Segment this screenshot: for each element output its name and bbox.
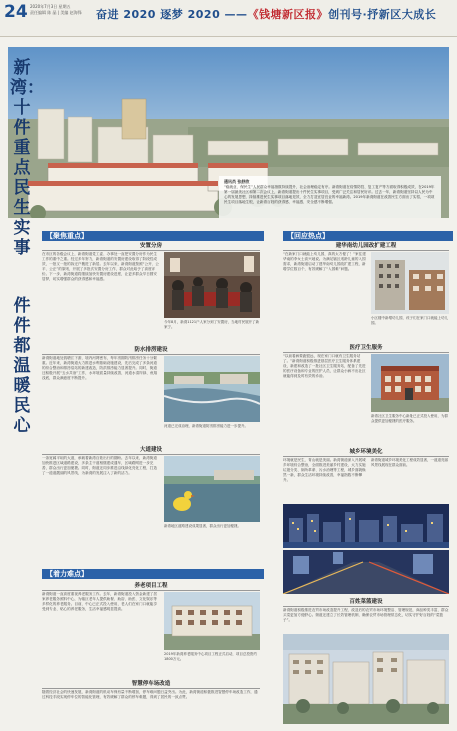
caption-anzhi: 今年8月，新湾1121户人家分到了安置房，当地村民展开了新家宁。	[164, 320, 260, 329]
article-text-shuili: 新湾街道地处钱塘江下游，境内河网密布，每年汛期防汛排涝任务十分繁重。近年来，新湾街道大力推进水利基础设施建设，先后完成了多条河道的综合整治和排涝泵站的新建改造，防洪排涝能力显著提升。同时，街道还积极开展“五水共治”工作，水环境质量持续改善，河道水清岸绿、鱼翔浅底，群众满意度不断提升。	[42, 356, 158, 380]
article-text-yiliao: “以前看病要跑很远，现在家门口就有卫生服务站了。”新湾街道积极推进基层医疗卫生服务体系建设，新建和改造了一批社区卫生服务站，配备了先进的医疗设备和专业的医护人员，让群众小病不出社区就能得到及时有效的诊治。	[283, 354, 366, 378]
article-text-daolu: 一条宽阔平坦的大道，承载着新湾百姓出行的期盼。去年以来，新湾街道加快推进区域道路建设，多条主干道相继建成通车，区域路网进一步完善，群众出行更加便捷。同时，街道还同步推进沿线绿化亮化工程，打造了一道道靓丽的风景线，为新湾的发展注入了新的活力。	[42, 456, 157, 475]
article-title-anzhi: 安置分房	[42, 242, 260, 251]
photo-anzhi	[164, 252, 260, 318]
section-bar-difficulty: 【着力难点】	[42, 569, 264, 579]
hero-intro-text	[219, 176, 441, 218]
header-slogan	[96, 6, 450, 22]
article-title-yanglao: 养老项目工程	[42, 582, 260, 591]
section-bar-focus: 【聚焦重点】	[42, 231, 264, 241]
photo-chengxiang-road	[283, 550, 449, 594]
caption-shuili: 河道已完成治理，新湾街道防汛排涝能力进一步提升。	[164, 424, 248, 428]
photo-shuili	[164, 356, 260, 422]
article-title-daolu: 大道建设	[42, 446, 260, 455]
article-text-baixing: 新湾街道积极推进农贸市场改造提升工程，改造后的农贸市场环境整洁、管理规范，商品种类丰富，群众买菜更加方便舒心。街道还建立了长效管理机制，确保农贸市场管理常态化，切实守护好百姓的“菜篮子”。	[283, 608, 449, 622]
photo-yanglao	[164, 592, 260, 650]
editor-credits: 责任编辑 陈 晶 | 美编 赵海锋	[30, 10, 82, 15]
caption-yanglao: 2019年新湾养老服务中心项目工程正式启动，项目总投资约1800万元。	[164, 652, 257, 661]
article-title-chengxiang: 城乡环境美化	[283, 448, 449, 457]
page-number: 24	[4, 2, 28, 22]
main-title-line2: 件件都温暖民心	[13, 296, 31, 436]
hero-author: 通讯员 张舒欣	[224, 179, 250, 184]
article-text-yanglao: 新湾街道一直高度重视养老服务工作。去年，新湾街道投入资金新建了居家养老服务照料中心，为辖区老年人提供助餐、助浴、助医、文化娱乐等多样化的养老服务。目前，中心已正式投入使用，老人们在家门口就能享受到专业、贴心的养老服务，生活幸福感明显提高。	[42, 592, 157, 611]
slogan-left: 奋进 2020 逐梦 2020 ——	[96, 8, 248, 21]
article-text-anzhi: 在市区的各级会议上，新湾街道党工委、办事处一直把安置分房作为民生工作的重中之重。经过多年努力，新湾街道的安置房建设取得了阶段性成效，一批又一批的拆迁户搬进了新居。去年以来，新湾街道按照“公开、公平、公正”的原则，开展了多批次安置分房工作，群众对此给予了高度评价。下一步，新湾街道将继续加快安置房建设进度，让更多群众早日圆安居梦，切实增强群众的获得感和幸福感。	[42, 252, 159, 281]
caption-yiliao: 新湾社区卫生服务中心新址已正式投入使用，为群众提供更加便捷的医疗服务。	[371, 414, 448, 423]
article-text-zhihui: 随着经济社会的快速发展，新湾街道的机动车保有量不断增加，停车难问题日益突出。为此，新湾街道积极推进智慧停车场改造工作，通过科技手段实现停车位的智能化管理，有效缓解了群众的停车难题，得到了居民的一致点赞。	[42, 690, 258, 699]
article-title-zhihui: 智慧停车场改造	[42, 680, 260, 689]
photo-yiliao	[371, 354, 449, 412]
slogan-right: 创刊号·抒新区大成长	[328, 8, 437, 21]
slogan-brand: 《钱塘新区报》	[247, 8, 329, 21]
photo-daolu	[164, 456, 260, 522]
section-bar-hotspot: 【回应热点】	[283, 231, 453, 241]
caption-chengxiang: 新湾街道城乡环境美化工程成效显著，一道道亮丽风景线展现在群众面前。	[371, 458, 448, 467]
issue-date: 2020年7月3日 星期五	[30, 4, 71, 9]
photo-chengxiang-night	[283, 504, 449, 548]
caption-daolu: 新湾地区道路建设成果显著，群众出行更加便捷。	[164, 524, 241, 528]
article-title-yiliao: 医疗卫生服务	[283, 344, 449, 353]
article-title-jiaoyu: 建华南幼儿园改扩建工程	[283, 242, 449, 251]
article-title-shuili: 防水排涝建设	[42, 346, 260, 355]
hero-paragraph: “稳就业、保民生”人民群众幸福指数持续提升，社会治理稳定有序。新湾街道在疫情防控、复工复产等方面取得积极成效，在2019年第一届最美社区和第二次会议上，新湾街道提出十件民生实事项目，受到广泛关注和居民好评。过去一年，新湾街道坚持以人民为中心的发展思想，持续推进民生实事项目落地见效，全力打造宜居宜业的幸福新湾。2019年新湾街道在改善民生方面出了实招，一项项民生项目落地生根，让新湾百姓的获得感、幸福感、安全感不断增强。	[224, 185, 435, 204]
photo-baixing	[283, 634, 449, 724]
article-text-jiaoyu: “在新家门口就能上幼儿园，真的太方便了！”家住建华南的李女士高兴地说。为满足辖区适龄儿童的入园需求，新湾街道启动了建华南幼儿园改扩建工程，新增学位数百个，有效缓解了“入园难”问题。	[283, 252, 366, 271]
caption-jiaoyu: 小区楼中新增幼儿园，孩子们在家门口就能上幼儿园。	[371, 316, 448, 325]
article-text-chengxiang: 环境就是民生，青山就是美丽。新湾街道深入开展城乡环境综合整治，全面推进美丽乡村建设，大力实施垃圾分类、厕所革命、污水治理等工程，城乡面貌焕然一新，群众生活环境持续改善，幸福指数不断攀升。	[283, 458, 366, 482]
main-title-line1: 新湾：十件重点民生实事	[10, 58, 44, 258]
article-title-baixing: 百姓菜篮建设	[283, 598, 449, 607]
photo-jiaoyu	[371, 252, 449, 314]
